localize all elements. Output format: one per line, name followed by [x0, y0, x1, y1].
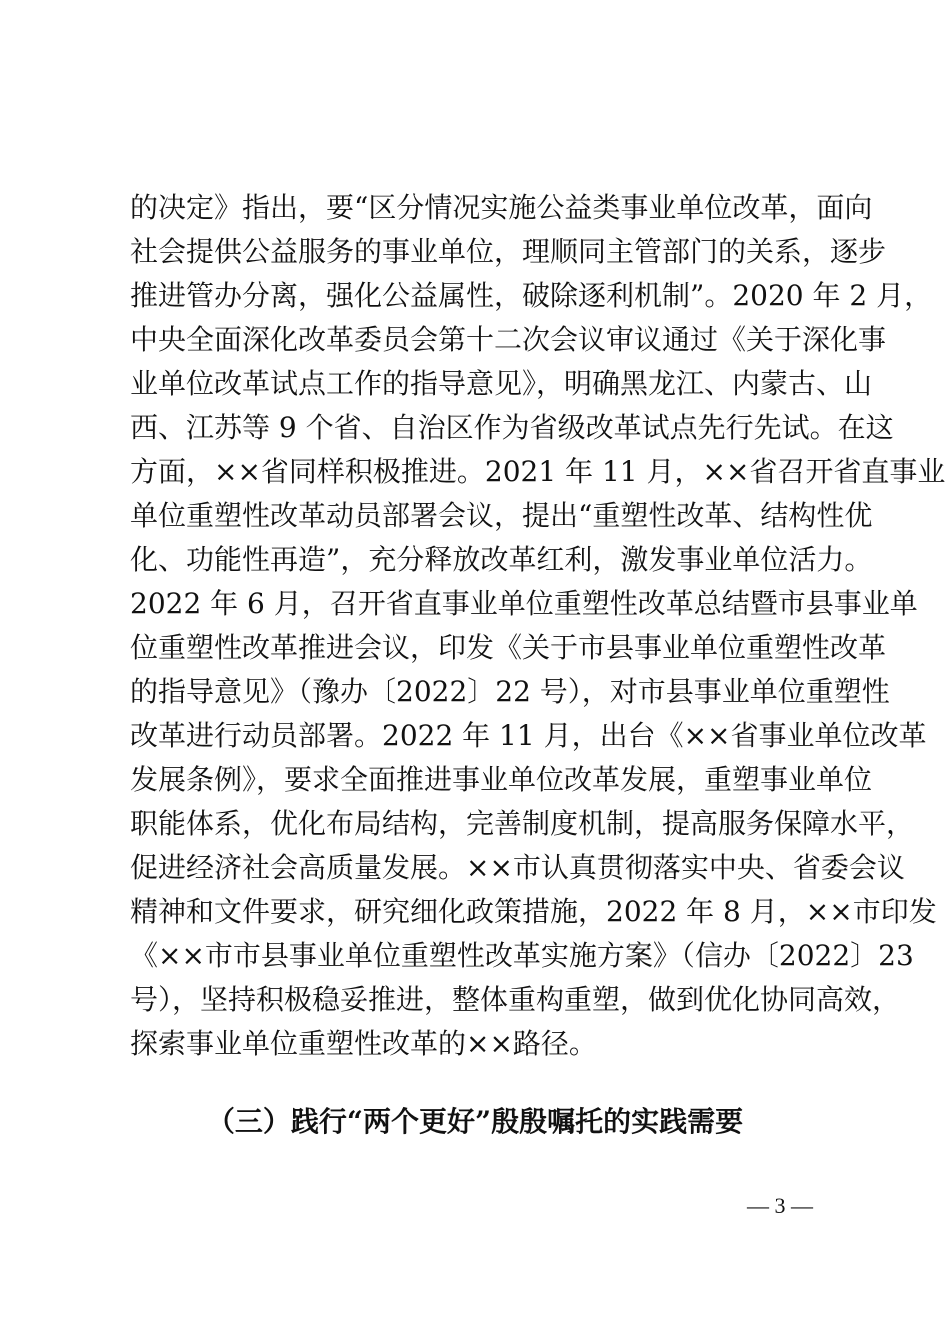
body-line-11: 位重塑性改革推进会议，印发《关于市县事业单位重塑性改革 [130, 631, 887, 664]
body-line-10: 2022 年 6 月，召开省直事业单位重塑性改革总结暨市县事业单 [130, 587, 918, 620]
body-line-17: 精神和文件要求，研究细化政策措施，2022 年 8 月，××市印发 [130, 895, 937, 928]
body-line-14: 发展条例》，要求全面推进事业单位改革发展，重塑事业单位 [130, 763, 873, 796]
body-line-15: 职能体系，优化布局结构，完善制度机制，提高服务保障水平， [130, 807, 915, 840]
page-number: — 3 — [747, 1193, 813, 1218]
body-line-12: 的指导意见》（豫办〔2022〕22 号），对市县事业单位重塑性 [130, 675, 890, 708]
body-line-5: 业单位改革试点工作的指导意见》，明确黑龙江、内蒙古、山 [130, 367, 873, 400]
body-line-16: 促进经济社会高质量发展。××市认真贯彻落实中央、省委会议 [130, 851, 905, 884]
body-line-19: 号），坚持积极稳妥推进，整体重构重塑，做到优化协同高效， [130, 983, 901, 1016]
body-line-9: 化、功能性再造”，充分释放改革红利，激发事业单位活力。 [130, 543, 873, 576]
body-line-7: 方面，××省同样积极推进。2021 年 11 月，××省召开省直事业 [130, 455, 946, 488]
body-line-18: 《××市市县事业单位重塑性改革实施方案》（信办〔2022〕23 [130, 939, 914, 972]
section-heading: （三）践行“两个更好”殷殷嘱托的实践需要 [206, 1105, 744, 1138]
body-line-6: 西、江苏等 9 个省、自治区作为省级改革试点先行先试。在这 [130, 411, 894, 444]
body-line-3: 推进管办分离，强化公益属性，破除逐利机制”。2020 年 2 月， [130, 279, 933, 312]
body-line-1: 的决定》指出，要“区分情况实施公益类事业单位改革，面向 [130, 191, 873, 224]
body-line-13: 改革进行动员部署。2022 年 11 月，出台《××省事业单位改革 [130, 719, 927, 752]
body-line-4: 中央全面深化改革委员会第十二次会议审议通过《关于深化事 [130, 323, 887, 356]
body-line-20: 探索事业单位重塑性改革的××路径。 [130, 1027, 597, 1060]
body-line-2: 社会提供公益服务的事业单位，理顺同主管部门的关系，逐步 [130, 235, 887, 268]
body-line-8: 单位重塑性改革动员部署会议，提出“重塑性改革、结构性优 [130, 499, 873, 532]
